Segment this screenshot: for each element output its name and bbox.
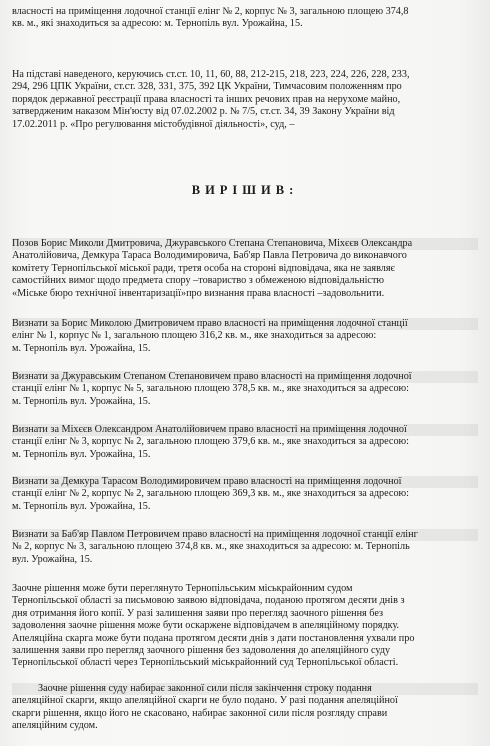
text-line: станції елінг № 3, корпус № 2, загальною площею 379,6 кв. м., яке знаходиться за адресою: [12, 436, 409, 448]
text-line: елінг № 1, корпус № 1, загальною площею 316,2 кв. м., яке знаходиться за адресою: [12, 330, 377, 342]
text-line: скарги рішення, якщо його не скасовано, набирає законної сили після розгляду справи [12, 707, 388, 719]
paragraph-ruling-5 [12, 529, 478, 566]
text-line: Визнати за Баб'яр Павлом Петровичем право власності на приміщення лодочної станції елінг [12, 529, 478, 541]
text-line: порядок державної реєстрації права власності та інших речових прав на нерухоме майно, [12, 93, 401, 105]
text-line: Визнати за Міхєєв Олександром Анатолійовичем право власності на приміщення лодочної [12, 424, 478, 436]
text-line: Визнати за Джуравським Степаном Степановичем право власності на приміщення лодочної [12, 371, 478, 383]
text-line: Заочне рішення може бути переглянуто Тернопільським міськрайонним судом [12, 583, 353, 594]
text-line: м. Тернопіль вул. Урожайна, 15. [12, 342, 151, 354]
text-line: На підставі наведеного, керуючись ст.ст. 10, 11, 60, 88, 212-215, 218, 223, 224, 226, 228, 233, [12, 69, 410, 80]
text-line: м. Тернопіль вул. Урожайна, 15. [12, 395, 151, 407]
text-line: станції елінг № 2, корпус № 2, загальною площею 369,3 кв. м., яке знаходиться за адресою: [12, 488, 409, 500]
paragraph-appeal-procedure [12, 583, 478, 670]
text-line: апеляційної скарги, якщо апеляційної скарги не було подано. У разі подання апеляційної [12, 695, 398, 707]
text-line: Апеляційна скарга може бути подана протягом десяти днів з дати постановлення ухвали про [12, 632, 415, 644]
text-line: 294, 296 ЦПК України, ст.ст. 328, 331, 375, 392 ЦК України, Тимчасовим положенням про [12, 81, 402, 93]
text-line: залишення заяви про перегляд заочного рішення без задоволення до апеляційного суду [12, 645, 391, 657]
decision-heading: ВИРІШИВ: [191, 183, 299, 197]
paragraph-claim [12, 238, 478, 300]
text-line: Тернопільської області через Тернопільський міськрайонний суд Тернопільської області. [12, 657, 399, 669]
paragraph-ruling-4 [12, 476, 478, 513]
paragraph-ownership-tail [12, 6, 478, 31]
text-line: Анатолійовича, Демкура Тараса Володимировича, Баб'яр Павла Петровича до виконавчого [12, 250, 407, 262]
text-line: Визнати за Демкура Тарасом Володимировичем право власності на приміщення лодочної [12, 476, 478, 488]
text-line: Тернопільської області за письмовою заявою відповідача, поданою протягом десяти днів з [12, 595, 405, 607]
paragraph-ruling-3 [12, 424, 478, 461]
text-line: Визнати за Борис Миколою Дмитровичем право власності на приміщення лодочної станції [12, 318, 478, 330]
paragraph-legal-basis [12, 69, 478, 131]
paragraph-ruling-2 [12, 371, 478, 408]
text-line: затвердженим наказом Мін'юсту від 07.02.2002 р. № 7/5, ст.ст. 34, 39 Закону України від [12, 106, 395, 118]
text-line: «Міське бюро технічної інвентаризації»про визнання права власності –задовольнити. [12, 287, 385, 299]
text-line: Заочне рішення суду набирає законної сили після закінчення строку подання [12, 683, 478, 695]
text-line: 17.02.2011 р. «Про регулювання містобудівної діяльності», суд, – [12, 118, 295, 130]
paragraph-ruling-1 [12, 318, 478, 355]
text-line: самостійних вимог щодо предмета спору –товариство з обмеженою відповідальністю [12, 275, 385, 287]
text-line: вул. Урожайна, 15. [12, 553, 93, 565]
text-line: комітету Тернопільської міської ради, третя особа на стороні відповідача, яка не заявляє [12, 262, 395, 274]
text-line: задоволення заочне рішення може бути оскаржене відповідачем в апеляційному порядку. [12, 620, 400, 632]
text-line: Позов Борис Миколи Дмитровича, Джуравського Степана Степановича, Міхєєв Олександра [12, 238, 478, 250]
text-line: станції елінг № 1, корпус № 5, загальною площею 378,5 кв. м., яке знаходиться за адресою: [12, 383, 409, 395]
text-line: м. Тернопіль вул. Урожайна, 15. [12, 500, 151, 512]
text-line: дня отримання його копії. У разі залишення заяви про перегляд заочного рішення без [12, 607, 384, 619]
text-line: № 2, корпус № 3, загальною площею 374,8 кв. м., яке знаходиться за адресою: м. Тернопіль [12, 541, 410, 553]
text-line: власності на приміщення лодочної станції елінг № 2, корпус № 3, загальною площею 374,8 [12, 6, 409, 17]
paragraph-effective-date [12, 683, 478, 733]
text-line: кв. м., які знаходиться за адресою: м. Тернопіль вул. Урожайна, 15. [12, 18, 303, 30]
text-line: апеляційним судом. [12, 720, 98, 732]
text-line: м. Тернопіль вул. Урожайна, 15. [12, 448, 151, 460]
